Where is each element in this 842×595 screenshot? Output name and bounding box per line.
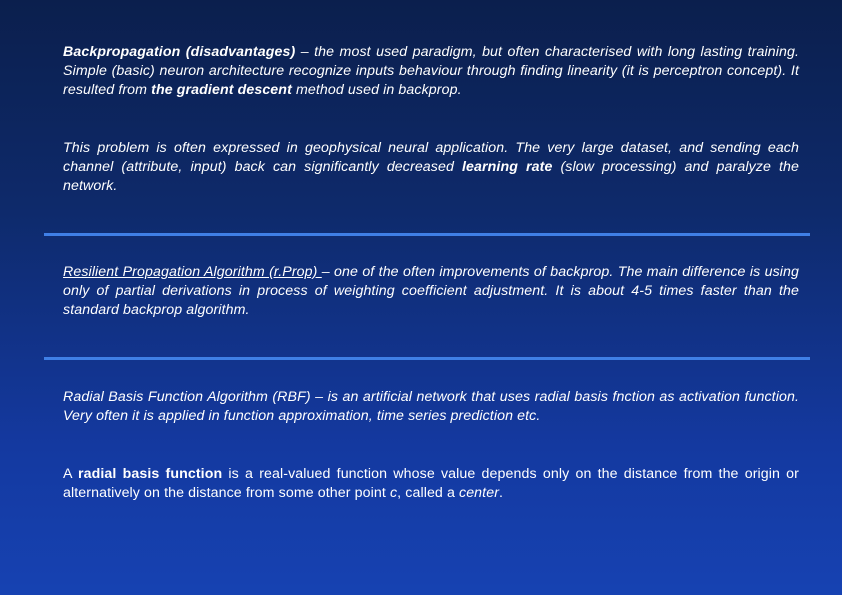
problem-description-end: (slow processing) and paralyze the network. bbox=[63, 159, 800, 194]
definition-start: A bbox=[63, 466, 78, 482]
backpropagation-description: – the most used paradigm, but often characterised with long lasting training. Simple (basic) neuron architecture recognize inputs behaviour through finding linearity (it is perceptron concept). It resulted from bbox=[63, 44, 799, 98]
definition-continuation: , called a bbox=[397, 485, 459, 501]
center-term: center bbox=[459, 485, 500, 501]
radial-basis-function-term: radial basis function bbox=[77, 466, 223, 482]
rbf-paragraph bbox=[63, 388, 799, 426]
rbf-description: – is an artificial network that uses radial basis fnction as activation function. Very often it is applied in function approximation, time series prediction etc. bbox=[63, 389, 799, 424]
section-divider-2 bbox=[44, 357, 810, 360]
gradient-descent-term: the gradient descent bbox=[151, 82, 292, 98]
rprop-description: – one of the often improvements of backprop. The main difference is using only of partial derivations in process of weighting coefficient adjustment. It is about 4-5 times faster than the standard backprop algorithm. bbox=[63, 264, 799, 318]
geophysical-problem-paragraph bbox=[63, 139, 799, 196]
radial-basis-definition-paragraph bbox=[63, 465, 799, 503]
point-c-variable: c bbox=[389, 485, 398, 501]
backpropagation-description-end: method used in backprop. bbox=[291, 82, 462, 98]
backpropagation-paragraph bbox=[63, 43, 799, 100]
learning-rate-term: learning rate bbox=[462, 159, 553, 175]
rbf-term: Radial Basis Function Algorithm (RBF) bbox=[63, 389, 311, 405]
rprop-term: Resilient Propagation Algorithm (r.Prop) bbox=[63, 264, 322, 280]
problem-description: This problem is often expressed in geophysical neural application. The very large dataset, and sending each channel (attribute, input) back can significantly decreased bbox=[63, 140, 799, 175]
rprop-paragraph bbox=[63, 263, 799, 320]
definition-body: is a real-valued function whose value depends only on the distance from the origin or alternatively on the distance from some other point bbox=[63, 466, 799, 501]
section-divider-1 bbox=[44, 233, 810, 236]
backpropagation-term: Backpropagation (disadvantages) bbox=[63, 44, 296, 60]
definition-end: . bbox=[499, 485, 504, 501]
